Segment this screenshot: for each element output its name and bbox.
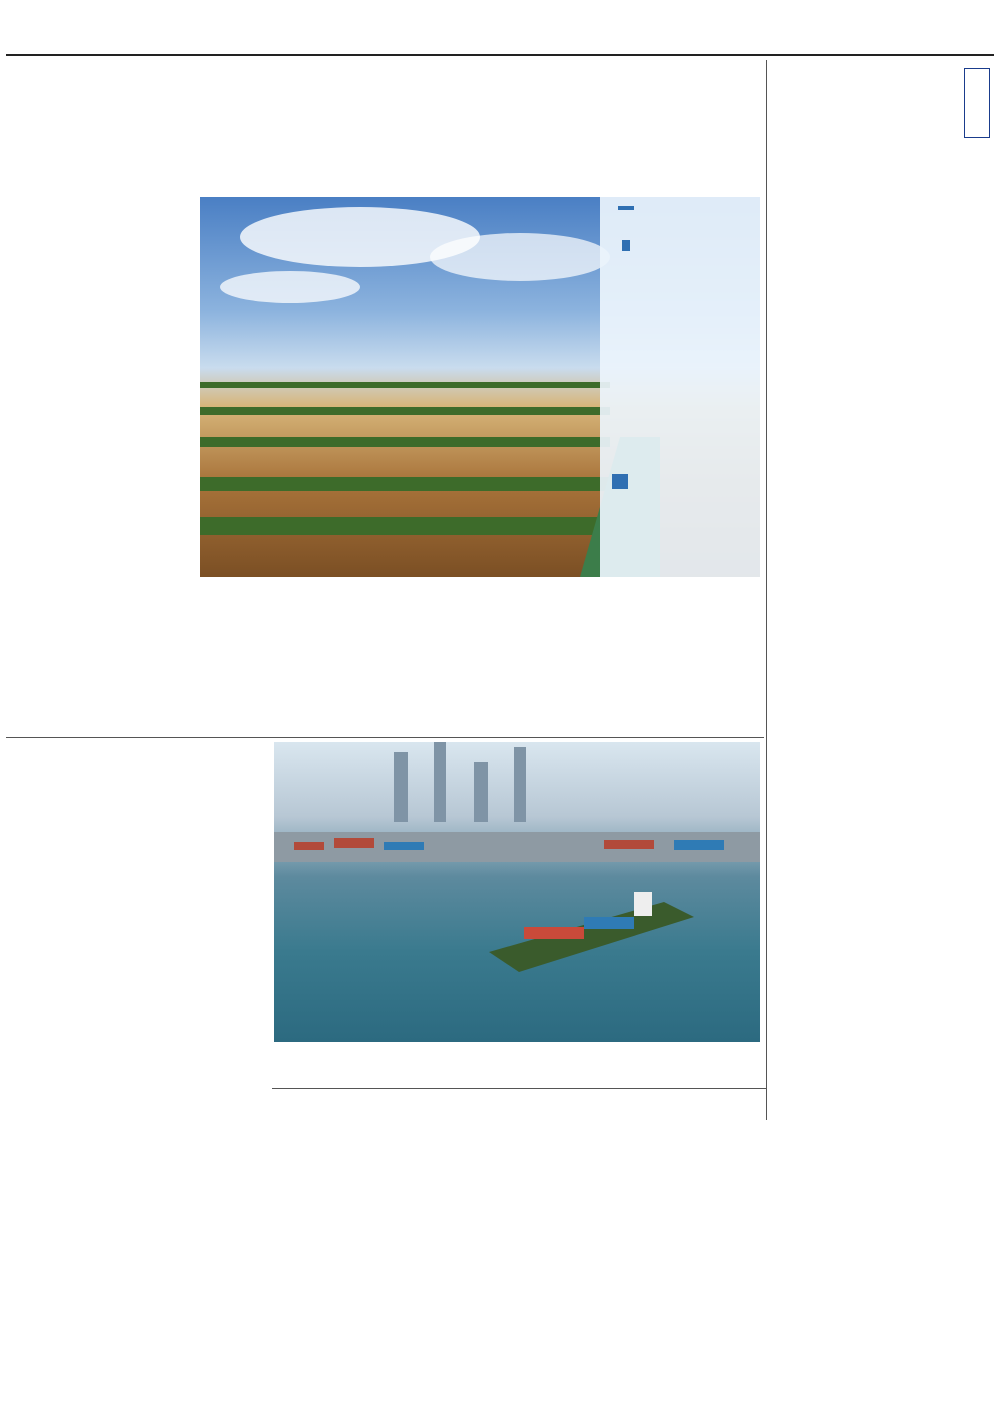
stat3-block xyxy=(612,474,628,489)
harbor-photo xyxy=(274,742,760,1042)
commentary-col-bottom xyxy=(772,540,990,1100)
article3-rule xyxy=(272,1088,766,1089)
article1-col3 xyxy=(384,584,562,732)
article1-col1 xyxy=(8,182,192,727)
stat1-block xyxy=(612,238,630,253)
commentary-col-top xyxy=(772,66,888,536)
commentary-tag xyxy=(964,68,990,138)
article2-body xyxy=(108,742,266,1142)
stat1-value xyxy=(622,240,630,251)
article1-col2 xyxy=(200,584,378,732)
article1-col4 xyxy=(568,584,760,732)
infographic-banner xyxy=(618,206,634,210)
infographic-panel xyxy=(600,197,760,577)
section-divider xyxy=(6,737,764,738)
header-rule xyxy=(6,54,994,56)
column-divider xyxy=(766,60,767,1120)
harbor-scene xyxy=(274,742,760,1042)
